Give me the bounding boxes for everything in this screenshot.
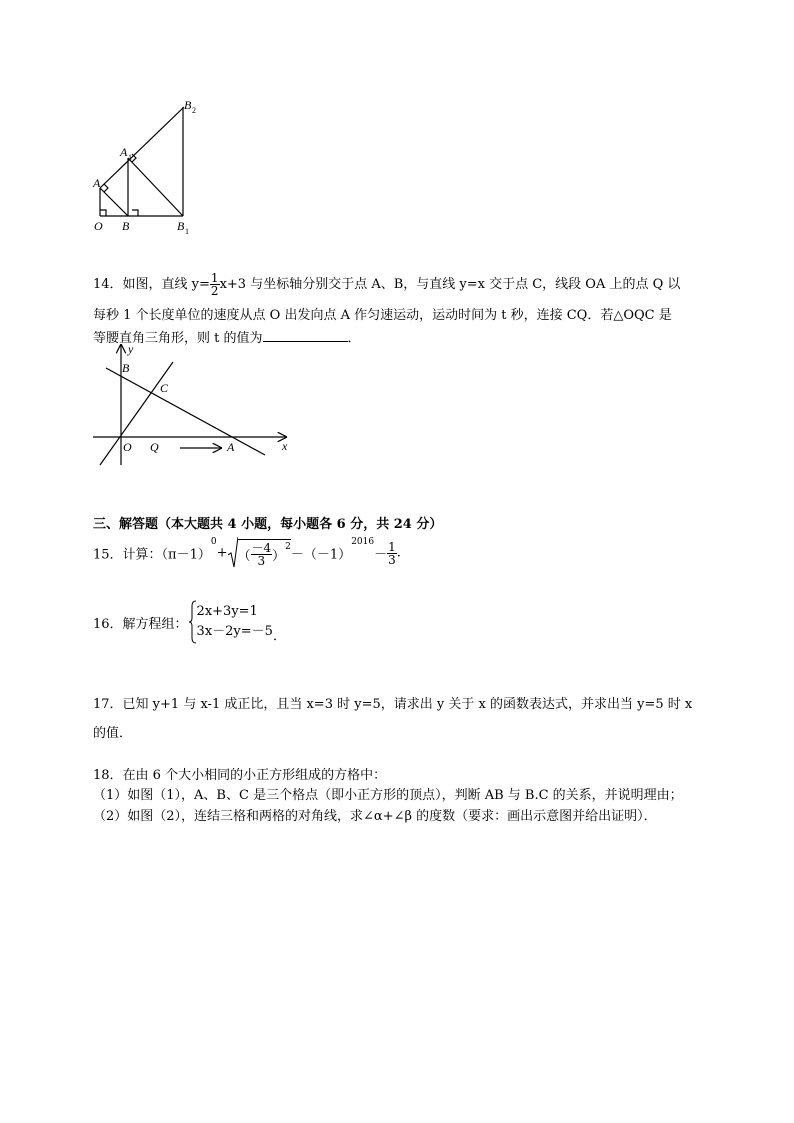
q15-minus2: － xyxy=(374,547,388,563)
triangle-sequence-figure xyxy=(88,95,208,235)
label-fig-A: A xyxy=(227,440,235,454)
right-angle-O xyxy=(100,210,106,216)
q14-frac-num: 1 xyxy=(210,271,219,285)
q16-eq2: 3x－2y=－5 xyxy=(196,624,273,639)
q15-paren-close: ） xyxy=(272,549,286,564)
q18-line1: 18．在由 6 个大小相同的小正方形组成的方格中： xyxy=(93,768,387,783)
label-B: B xyxy=(122,219,130,233)
right-angle-B xyxy=(132,210,138,216)
q16-end: ． xyxy=(272,629,286,644)
label-y: y xyxy=(128,342,134,356)
label-x: x xyxy=(282,439,288,453)
label-fig-C: C xyxy=(160,381,169,395)
q15-fraction2 xyxy=(387,541,397,566)
q17-line1: 17．已知 y+1 与 x-1 成正比，且当 x=3 时 y=5，请求出 y 关于 x 的函数表达式，并求出当 y=5 时 x xyxy=(93,697,693,712)
label-B2-sub: 2 xyxy=(192,106,196,115)
q17-line2: 的值． xyxy=(93,726,133,741)
label-A1: A xyxy=(120,145,128,159)
q15-frac-den: 3 xyxy=(257,554,266,568)
q15-frac-num: －4 xyxy=(251,541,272,555)
q15-line xyxy=(93,537,401,571)
q14-line3-text: 等腰直角三角形，则 t 的值为 xyxy=(93,331,263,346)
label-O: O xyxy=(94,219,103,233)
label-B2: B xyxy=(184,98,192,112)
q15-fraction xyxy=(251,542,273,567)
q15-end: . xyxy=(396,545,401,561)
q15-sqrt xyxy=(228,537,291,569)
q16-system xyxy=(197,602,273,642)
hypotenuse-line xyxy=(100,107,184,188)
sqrt-icon xyxy=(228,537,238,569)
label-A: A xyxy=(93,176,101,190)
q15-plus: + xyxy=(216,545,228,561)
q18-line3: （2）如图（2），连结三格和两格的对角线，求∠α+∠β 的度数（要求：画出示意图并给出证明）． xyxy=(93,809,657,824)
q15-paren-open: （ xyxy=(237,549,251,564)
right-angle-A xyxy=(104,184,108,192)
segment-A1B1 xyxy=(128,158,183,216)
brace-icon xyxy=(188,600,197,644)
q15-exp2016: 2016 xyxy=(351,537,375,547)
label-fig-Q: Q xyxy=(150,440,159,454)
q16-eq1: 2x+3y=1 xyxy=(196,604,258,619)
q15-minus1: －（－1） xyxy=(290,547,352,563)
section-3-heading: 三、解答题（本大题共 4 小题，每小题各 6 分，共 24 分） xyxy=(93,517,443,532)
q14-line1-a: 14．如图，直线 y= xyxy=(93,277,210,292)
right-angle-A1 xyxy=(132,154,136,162)
q14-line3-end: ． xyxy=(347,331,361,346)
q15-frac2-den: 3 xyxy=(388,552,396,567)
q16-line xyxy=(93,600,286,644)
q14-frac-den: 2 xyxy=(210,284,219,298)
q15-exp0: 0 xyxy=(210,537,217,547)
q16-prefix: 16．解方程组： xyxy=(93,616,188,632)
q14-line1 xyxy=(93,272,680,297)
q14-line2: 每秒 1 个长度单位的速度从点 O 出发向点 A 作匀速运动，运动时间为 t 秒，连接 CQ．若△OQC 是 xyxy=(93,308,672,323)
q14-coordinate-figure xyxy=(88,340,298,470)
q18-line2: （1）如图（1），A、B、C 是三个格点（即小正方形的顶点），判断 AB 与 B.C 的关系，并说明理由； xyxy=(93,788,683,803)
label-fig-O: O xyxy=(123,440,132,454)
line-y-equals-x xyxy=(100,362,173,465)
label-B1-sub: 1 xyxy=(185,227,189,235)
q14-line1-b: x+3 与坐标轴分别交于点 A、B，与直线 y=x 交于点 C，线段 OA 上的点 Q 以 xyxy=(219,277,681,292)
label-fig-B: B xyxy=(122,361,130,375)
label-B1: B xyxy=(177,219,185,233)
q15-exp2: 2 xyxy=(285,542,291,552)
q15-prefix: 15．计算：（π－1） xyxy=(93,547,211,563)
q15-frac2-num: 1 xyxy=(388,539,396,554)
segment-AB xyxy=(100,188,128,216)
label-A1-sub: 1 xyxy=(128,153,132,162)
q14-fraction xyxy=(210,272,220,297)
